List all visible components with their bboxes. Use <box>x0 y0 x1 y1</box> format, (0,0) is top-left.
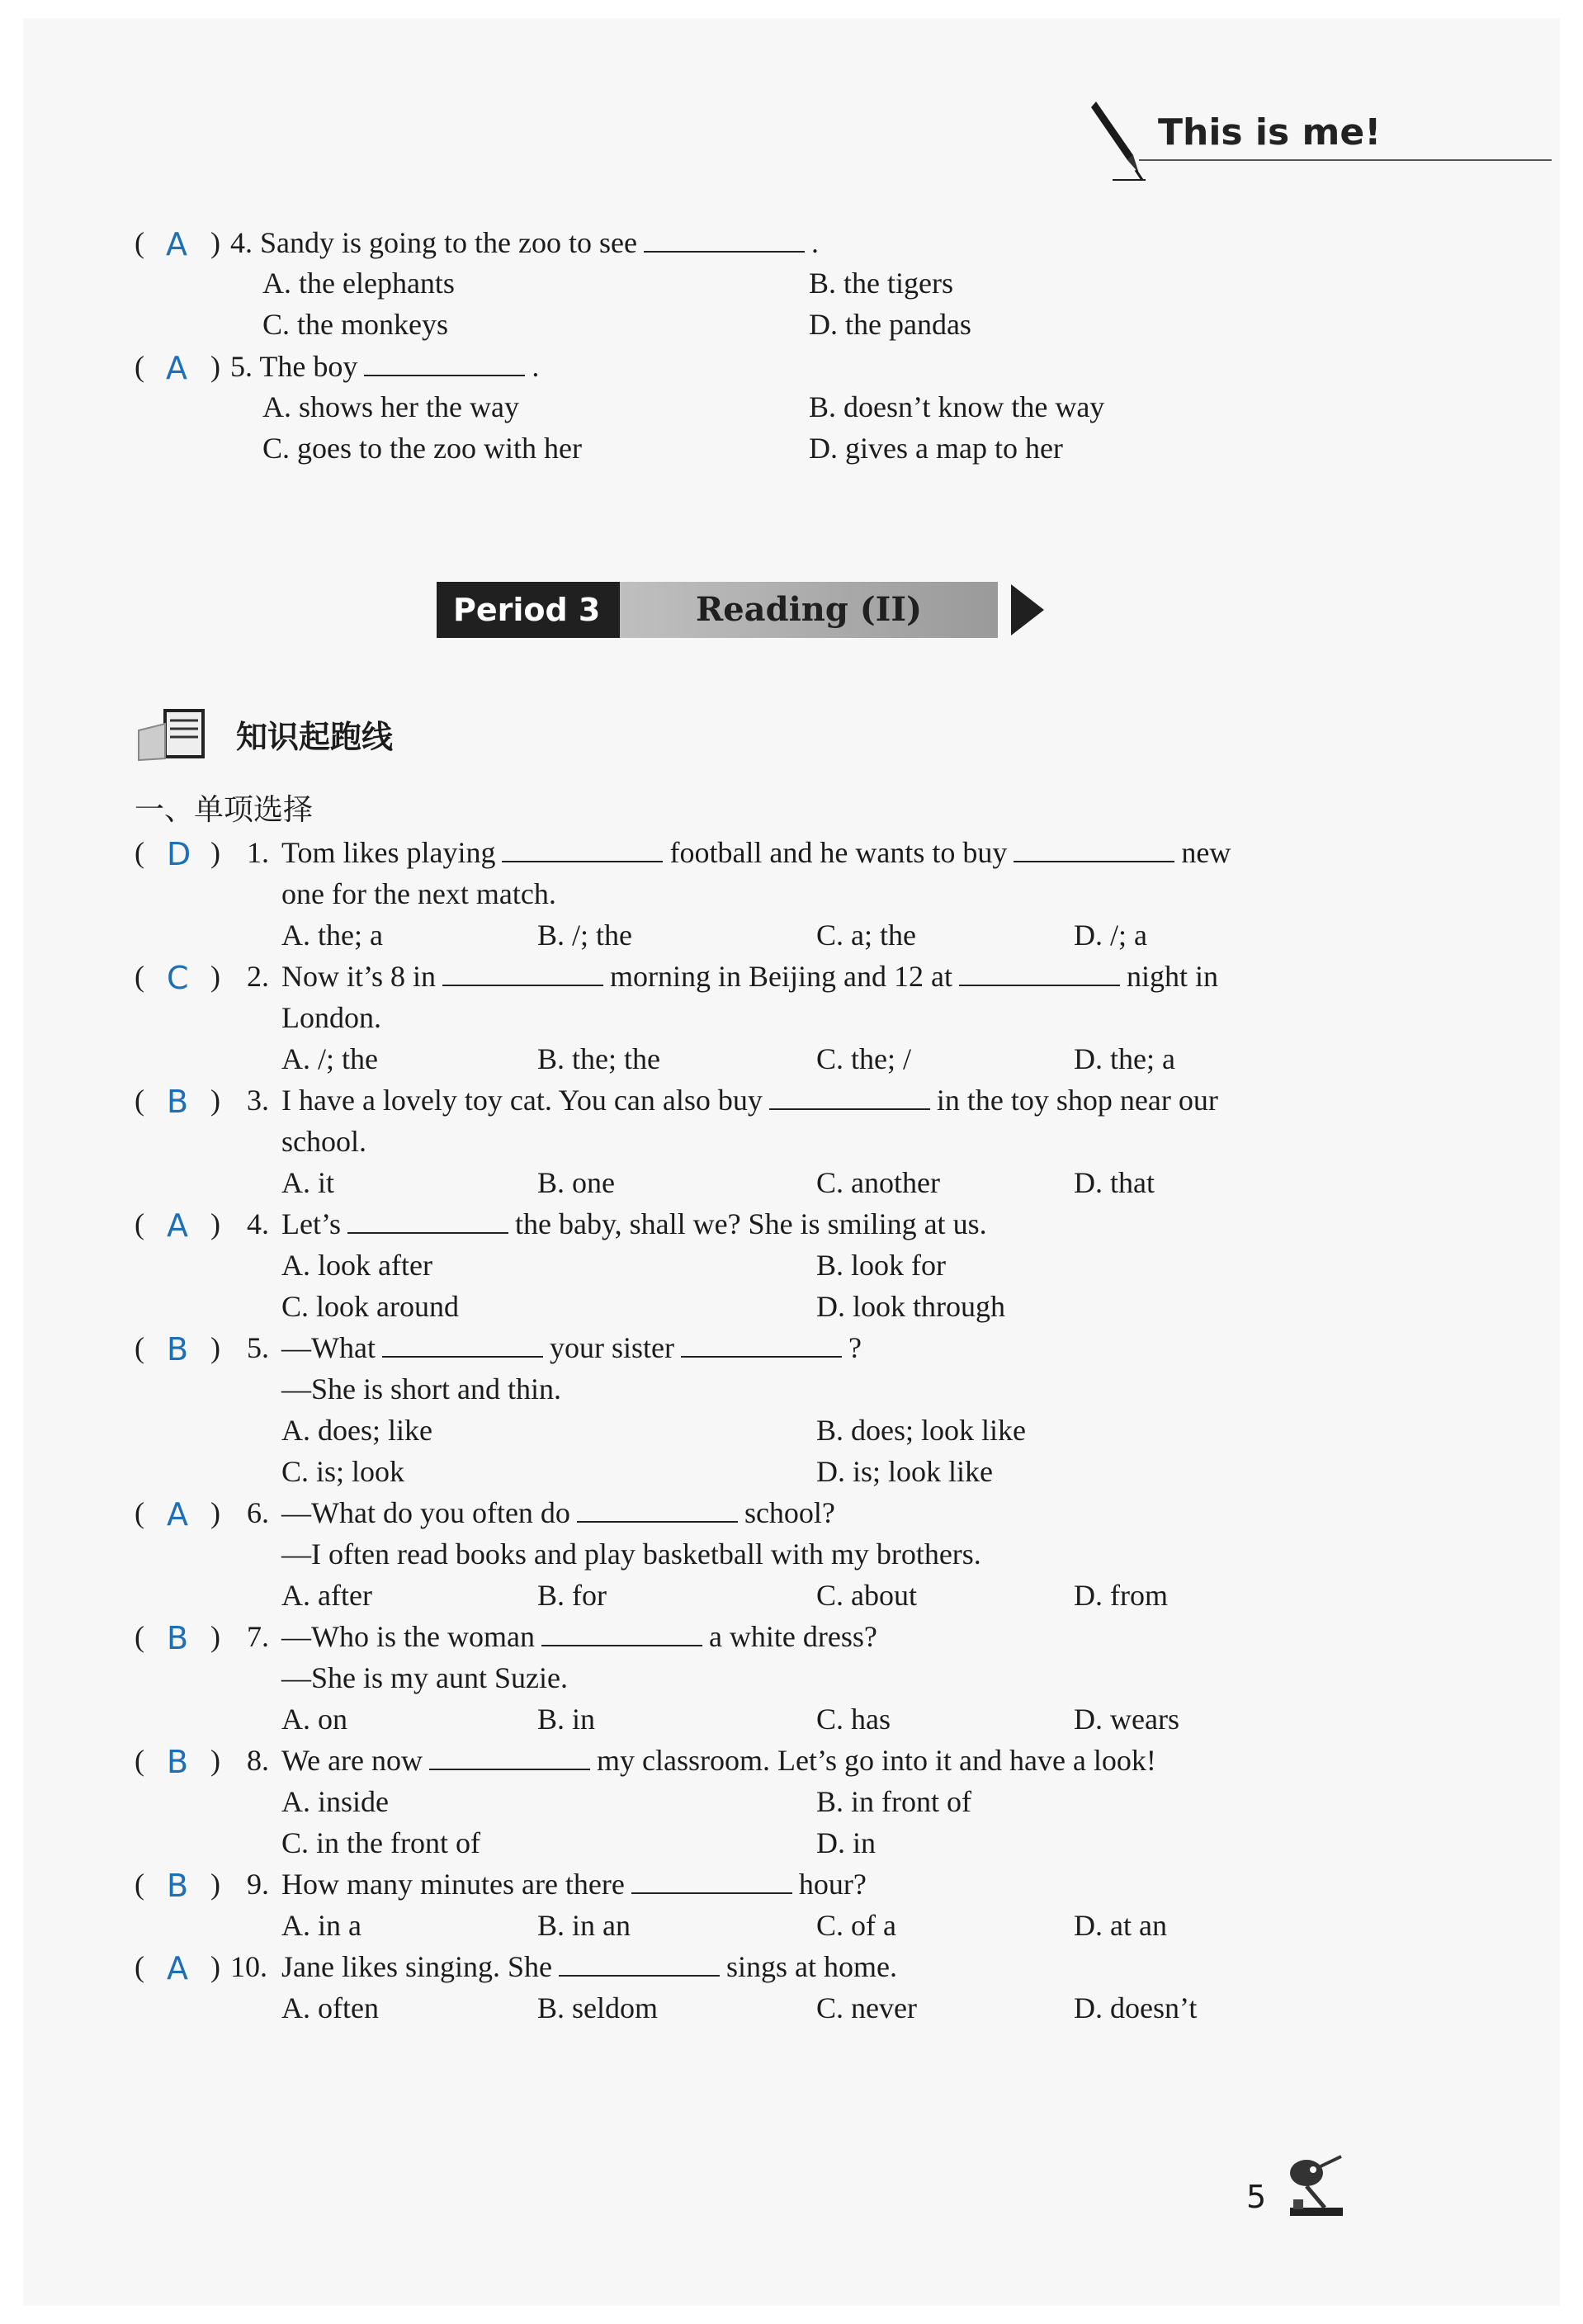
stem-text: The boy <box>259 350 358 383</box>
paren-close: ) <box>210 1496 220 1529</box>
answer-blank[interactable] <box>959 960 1120 986</box>
option-d: D. is; look like <box>816 1455 993 1488</box>
stem-text: sings at home. <box>725 1950 897 1983</box>
paren-close: ) <box>210 1744 220 1777</box>
option-d: D. look through <box>816 1290 1005 1323</box>
stem-text: Sandy is going to the zoo to see <box>260 226 637 259</box>
answer-mark: B <box>167 1620 189 1656</box>
option-c: C. about <box>816 1579 917 1612</box>
stem-text: How many minutes are there <box>281 1868 625 1901</box>
question-number: 2. <box>247 960 269 993</box>
book-icon <box>132 706 215 763</box>
option-d: D. the pandas <box>809 308 971 341</box>
option-b: B. in <box>537 1703 596 1736</box>
stem-text: night in <box>1126 960 1218 993</box>
question-stem <box>281 835 1231 870</box>
option-a: A. shows her the way <box>262 390 519 423</box>
answer-blank[interactable] <box>769 1084 930 1110</box>
answer-mark: D <box>167 836 191 872</box>
period-label: Period 3 <box>437 582 620 638</box>
answer-blank[interactable] <box>577 1496 738 1523</box>
option-d: D. in <box>816 1826 876 1859</box>
paren-open: ( <box>135 1620 144 1653</box>
question-stem <box>230 225 819 260</box>
option-c: C. another <box>816 1166 940 1199</box>
answer-mark: C <box>167 960 189 996</box>
question-stem <box>281 1619 877 1654</box>
option-b: B. in front of <box>816 1785 971 1818</box>
stem-continuation: —She is my aunt Suzie. <box>281 1661 568 1694</box>
option-b: B. doesn’t know the way <box>809 390 1105 423</box>
paren-close: ) <box>210 1950 220 1983</box>
option-d: D. the; a <box>1074 1042 1175 1075</box>
option-a: A. in a <box>281 1909 361 1942</box>
option-c: C. a; the <box>816 919 916 952</box>
stem-text: —Who is the woman <box>281 1620 535 1653</box>
answer-blank[interactable] <box>1014 836 1174 862</box>
option-a: A. after <box>281 1579 372 1612</box>
option-c: C. never <box>816 1991 917 2024</box>
paren-open: ( <box>135 1207 144 1240</box>
paren-open: ( <box>135 1331 144 1364</box>
paren-close: ) <box>210 1331 220 1364</box>
paren-close: ) <box>210 836 220 869</box>
question-stem <box>230 349 539 384</box>
paren-open: ( <box>135 1950 144 1983</box>
option-a: A. does; like <box>281 1414 432 1447</box>
answer-blank[interactable] <box>631 1868 792 1894</box>
period-title: Reading (II) <box>620 582 998 638</box>
stem-text: We are now <box>281 1744 423 1777</box>
stem-continuation: —She is short and thin. <box>281 1372 561 1405</box>
question-number: 10. <box>230 1950 267 1983</box>
stem-text: Jane likes singing. She <box>281 1950 552 1983</box>
paren-close: ) <box>210 1620 220 1653</box>
answer-blank[interactable] <box>681 1331 842 1358</box>
option-c: C. in the front of <box>281 1826 480 1859</box>
answer-mark: A <box>166 350 187 386</box>
header-rule <box>1139 159 1552 161</box>
question-stem <box>281 1949 897 1984</box>
stem-continuation: one for the next match. <box>281 877 556 910</box>
paren-close: ) <box>210 1084 220 1117</box>
stem-text: hour? <box>798 1868 867 1901</box>
stem-text: school? <box>744 1496 835 1529</box>
question-stem <box>281 1083 1218 1117</box>
stem-text: Tom likes playing <box>281 836 496 869</box>
paren-close: ) <box>210 1207 220 1240</box>
answer-mark: A <box>166 226 187 262</box>
option-c: C. of a <box>816 1909 896 1942</box>
option-d: D. at an <box>1074 1909 1167 1942</box>
option-a: A. on <box>281 1703 347 1736</box>
answer-mark: B <box>167 1331 189 1367</box>
question-stem <box>281 1495 835 1530</box>
option-c: C. is; look <box>281 1455 405 1488</box>
stem-text: morning in Beijing and 12 at <box>610 960 952 993</box>
option-c: C. the; / <box>816 1042 911 1075</box>
option-d: D. doesn’t <box>1074 1991 1198 2024</box>
question-number: 8. <box>247 1744 269 1777</box>
option-b: B. the tigers <box>809 267 953 300</box>
stem-text: —What <box>281 1331 376 1364</box>
header-title: This is me! <box>1158 111 1382 154</box>
option-a: A. look after <box>281 1249 432 1282</box>
option-b: B. look for <box>816 1249 946 1282</box>
option-b: B. does; look like <box>816 1414 1026 1447</box>
paren-close: ) <box>210 350 220 383</box>
answer-mark: A <box>167 1207 188 1244</box>
section-title: 知识起跑线 <box>236 719 394 755</box>
option-d: D. that <box>1074 1166 1155 1199</box>
question-number: 5. <box>230 350 253 383</box>
question-number: 1. <box>247 836 269 869</box>
option-a: A. often <box>281 1991 379 2024</box>
option-b: B. /; the <box>537 919 632 952</box>
paren-close: ) <box>210 960 220 993</box>
option-a: A. the elephants <box>262 267 455 300</box>
answer-blank[interactable] <box>429 1744 590 1770</box>
stem-end: . <box>810 226 819 259</box>
stem-text: in the toy shop near our <box>936 1084 1218 1117</box>
banner-arrow-icon <box>1011 584 1044 635</box>
stem-text: —What do you often do <box>281 1496 570 1529</box>
page-number: 5 <box>1246 2179 1267 2215</box>
stem-continuation: school. <box>281 1125 366 1158</box>
stem-continuation: —I often read books and play basketball with my brothers. <box>281 1538 981 1571</box>
answer-blank[interactable] <box>364 350 525 376</box>
stem-text: my classroom. Let’s go into it and have a look! <box>597 1744 1156 1777</box>
question-number: 6. <box>247 1496 269 1529</box>
question-stem <box>281 1330 862 1365</box>
question-number: 9. <box>247 1868 269 1901</box>
option-d: D. from <box>1074 1579 1168 1612</box>
answer-blank[interactable] <box>644 226 805 253</box>
option-a: A. it <box>281 1166 335 1199</box>
stem-text: Now it’s 8 in <box>281 960 437 993</box>
period-banner <box>437 582 998 638</box>
stem-text: the baby, shall we? She is smiling at us. <box>514 1207 987 1240</box>
pen-icon <box>1088 97 1146 184</box>
stem-text: football and he wants to buy <box>669 836 1008 869</box>
option-a: A. /; the <box>281 1042 378 1075</box>
option-c: C. the monkeys <box>262 308 448 341</box>
paren-open: ( <box>135 1496 144 1529</box>
option-c: C. has <box>816 1703 891 1736</box>
question-stem <box>281 959 1218 994</box>
paren-open: ( <box>135 226 144 259</box>
paren-open: ( <box>135 836 144 869</box>
option-d: D. gives a map to her <box>809 432 1063 465</box>
question-number: 7. <box>247 1620 269 1653</box>
question-stem <box>281 1743 1156 1778</box>
question-stem <box>281 1867 867 1901</box>
question-number: 4. <box>247 1207 269 1240</box>
paren-open: ( <box>135 1744 144 1777</box>
paren-open: ( <box>135 1868 144 1901</box>
option-a: A. inside <box>281 1785 389 1818</box>
stem-end: . <box>532 350 540 383</box>
question-stem <box>281 1207 987 1241</box>
stem-continuation: London. <box>281 1001 381 1034</box>
answer-blank[interactable] <box>442 960 603 986</box>
paren-open: ( <box>135 1084 144 1117</box>
answer-blank[interactable] <box>502 836 663 862</box>
answer-blank[interactable] <box>382 1331 543 1358</box>
answer-mark: B <box>167 1868 189 1904</box>
answer-blank[interactable] <box>347 1207 508 1234</box>
paren-open: ( <box>135 350 144 383</box>
option-b: B. the; the <box>537 1042 660 1075</box>
answer-mark: B <box>167 1744 189 1780</box>
option-b: B. for <box>537 1579 607 1612</box>
option-c: C. goes to the zoo with her <box>262 432 582 465</box>
paren-close: ) <box>210 226 220 259</box>
option-b: B. in an <box>537 1909 631 1942</box>
question-number: 3. <box>247 1084 269 1117</box>
answer-blank[interactable] <box>559 1950 720 1977</box>
question-number: 4. <box>230 226 253 259</box>
answer-mark: A <box>167 1496 188 1533</box>
section-subtitle: 一、单项选择 <box>135 793 314 827</box>
paren-close: ) <box>210 1868 220 1901</box>
stem-text: ? <box>848 1331 862 1364</box>
option-d: D. /; a <box>1074 919 1147 952</box>
stem-text: Let’s <box>281 1207 341 1240</box>
answer-mark: A <box>167 1950 188 1986</box>
stem-text: a white dress? <box>708 1620 877 1653</box>
answer-blank[interactable] <box>541 1620 702 1646</box>
paren-open: ( <box>135 960 144 993</box>
option-b: B. seldom <box>537 1991 659 2024</box>
answer-mark: B <box>167 1084 189 1120</box>
option-b: B. one <box>537 1166 615 1199</box>
stem-text: new <box>1181 836 1231 869</box>
question-number: 5. <box>247 1331 269 1364</box>
stem-text: your sister <box>549 1331 674 1364</box>
stem-text: I have a lovely toy cat. You can also buy <box>281 1084 763 1117</box>
option-a: A. the; a <box>281 919 383 952</box>
option-c: C. look around <box>281 1290 459 1323</box>
option-d: D. wears <box>1074 1703 1179 1736</box>
mascot-icon <box>1275 2150 1349 2220</box>
